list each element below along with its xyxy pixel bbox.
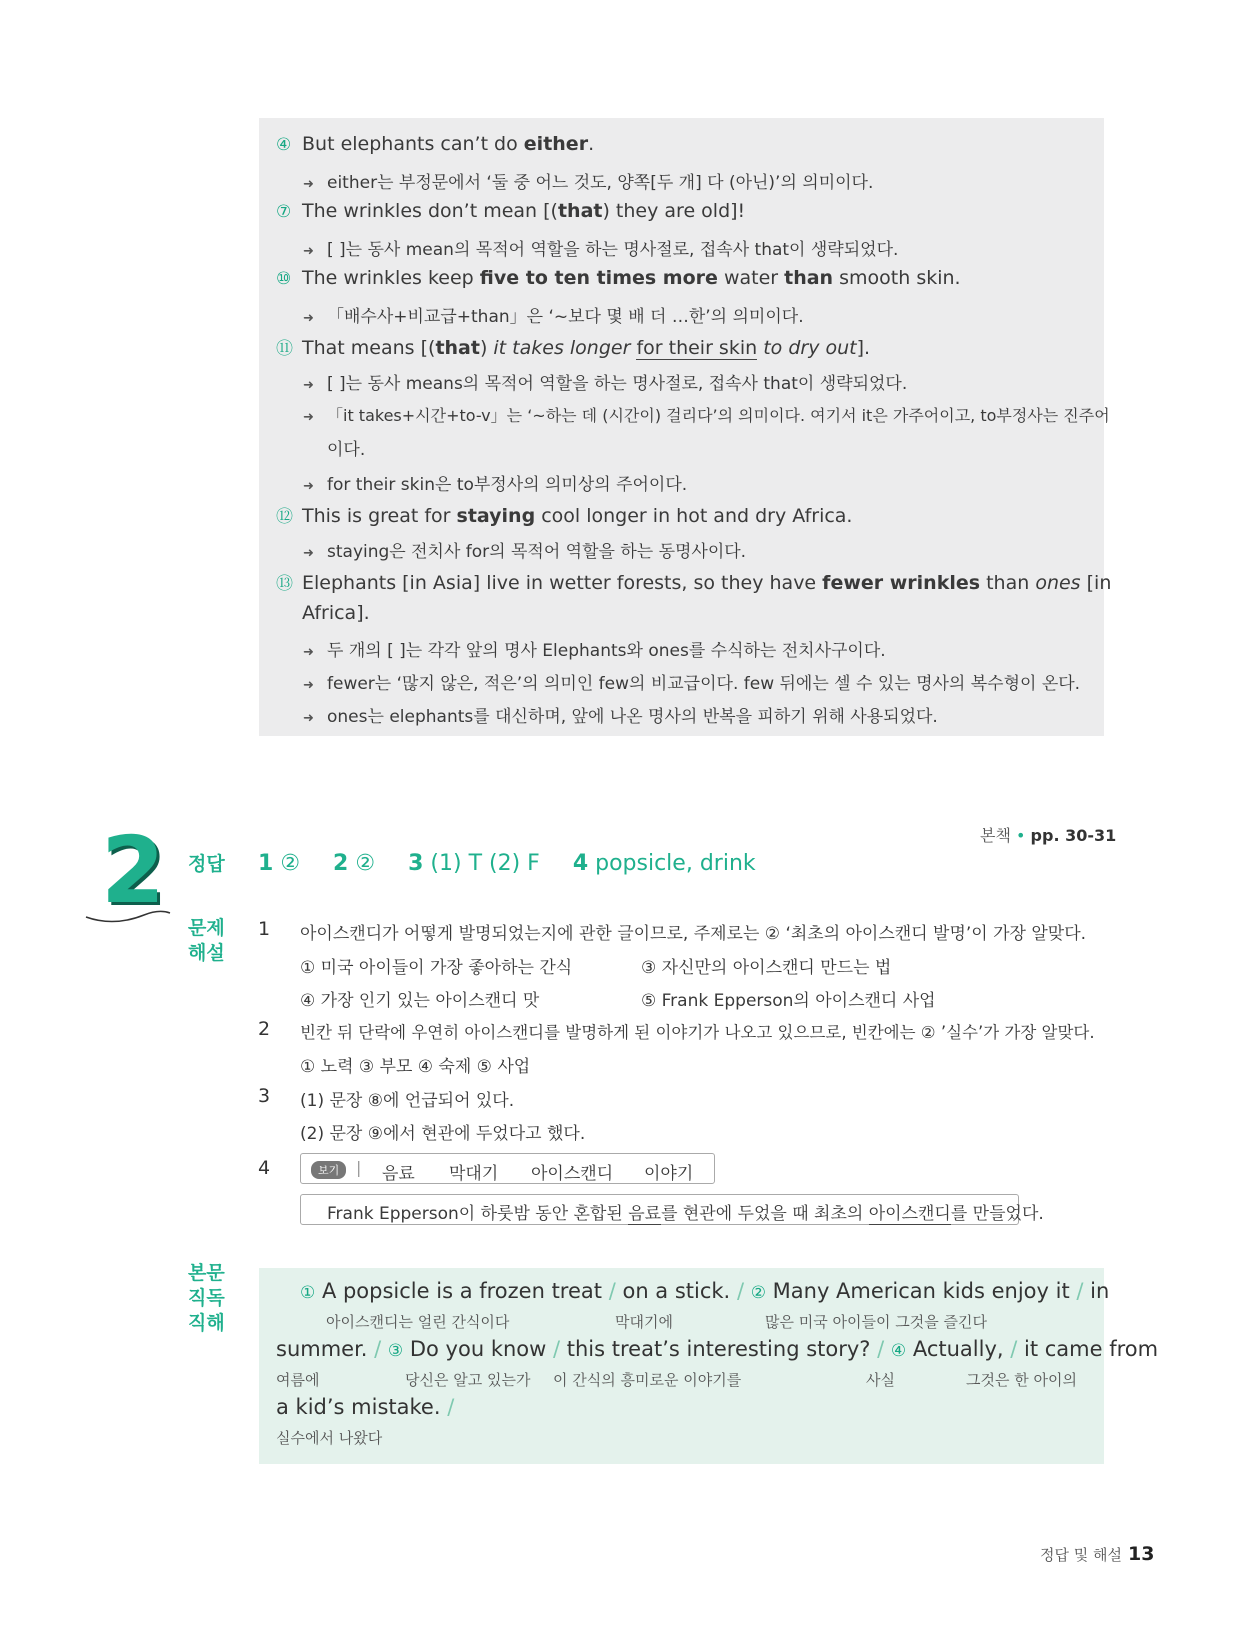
sentence-7: ⑦ The wrinkles don’t mean [(that) they are old]! — [276, 200, 746, 222]
footer-label: 정답 및 해설 — [1040, 1546, 1122, 1564]
question-2-text: 빈칸 뒤 단락에 우연히 아이스캔디를 발명하게 된 이야기가 나오고 있으므로, 빈칸에는 ② ’실수’가 가장 알맞다. — [300, 1023, 1095, 1042]
q1-option-4: ④ 가장 인기 있는 아이스캔디 맛 — [300, 991, 540, 1011]
circle-number: ⑫ — [276, 507, 293, 527]
reading-line-1: ① A popsicle is a frozen treat / on a stick. / ② Many American kids enjoy it / in — [300, 1279, 1110, 1303]
reading-ko: 여름에 — [276, 1371, 320, 1389]
reading-ko: 막대기에 — [615, 1313, 673, 1331]
circle-number: ⑩ — [276, 269, 292, 289]
answer-label: 정답 — [188, 853, 225, 875]
page-number: 13 — [1128, 1543, 1155, 1565]
bogi-tag: 보기 — [311, 1161, 346, 1179]
sentence-11: ⑪ That means [(that) it takes longer for their skin to dry out]. — [276, 334, 870, 359]
circle-number: ⑦ — [276, 202, 292, 222]
answer-4: 4 popsicle, drink — [572, 851, 756, 876]
bogi-word: 이야기 — [644, 1164, 694, 1184]
q1-option-3: ③ 자신만의 아이스캔디 만드는 법 — [641, 958, 892, 978]
answer-1: 1 ② — [258, 851, 301, 876]
question-3-number: 3 — [258, 1085, 271, 1107]
reading-ko: 그것은 한 아이의 — [966, 1371, 1077, 1389]
note-11b: ➜ 「it takes+시간+to-v」는 ‘~하는 데 (시간이) 걸리다’의 의미이다. 여기서 it은 가주어이고, to부정사는 진주어 — [303, 406, 1110, 425]
reading-line-2: summer. / ③ Do you know / this treat’s interesting story? / ④ Actually, / it came from — [276, 1337, 1159, 1361]
q2-options: ① 노력 ③ 부모 ④ 숙제 ⑤ 사업 — [300, 1057, 531, 1077]
note-12: ➜ staying은 전치사 for의 목적어 역할을 하는 동명사이다. — [303, 542, 747, 562]
book-page-ref: 본책 • pp. 30-31 — [980, 826, 1117, 845]
reading-ko: 많은 미국 아이들이 그것을 즐긴다 — [765, 1313, 987, 1331]
arrow-icon: ➜ — [303, 177, 314, 192]
sentence-4: ④ But elephants can’t do either. — [276, 133, 595, 155]
note-13c: ➜ ones는 elephants를 대신하며, 앞에 나온 명사의 반복을 피하기 위해 사용되었다. — [303, 707, 938, 727]
answer-row — [258, 851, 782, 876]
bogi-box — [300, 1153, 715, 1184]
note-13b: ➜ fewer는 ‘많지 않은, 적은’의 의미인 few의 비교급이다. few 뒤에는 셀 수 있는 명사의 복수형이 온다. — [303, 674, 1081, 694]
q1-option-1: ① 미국 아이들이 가장 좋아하는 간식 — [300, 958, 573, 978]
arrow-icon: ➜ — [303, 311, 314, 326]
section-number-swoosh — [84, 905, 174, 925]
arrow-icon: ➜ — [303, 378, 314, 393]
reading-line-3: a kid’s mistake. / — [276, 1395, 455, 1419]
bogi-word: 아이스캔디 — [531, 1164, 614, 1184]
answer-3: 3 (1) T (2) F — [408, 851, 540, 876]
note-10: ➜ 「배수사+비교급+than」은 ‘~보다 몇 배 더 …한’의 의미이다. — [303, 307, 804, 327]
sentence-13-cont: Africa]. — [302, 602, 370, 624]
reading-ko: 당신은 알고 있는가 — [405, 1371, 531, 1389]
sentence-10: ⑩ The wrinkles keep five to ten times more water than smooth skin. — [276, 267, 961, 289]
reading-ko: 아이스캔디는 얼린 간식이다 — [326, 1313, 510, 1331]
reading-label-1: 본문 — [188, 1262, 225, 1284]
sentence-12: ⑫ This is great for staying cool longer in hot and dry Africa. — [276, 502, 852, 527]
reading-label-2: 직독 — [188, 1287, 225, 1309]
note-11c: ➜ for their skin은 to부정사의 의미상의 주어이다. — [303, 475, 688, 495]
arrow-icon: ➜ — [303, 645, 314, 660]
explain-label-1: 문제 — [188, 917, 225, 939]
q1-option-5: ⑤ Frank Epperson의 아이스캔디 사업 — [641, 991, 936, 1011]
reading-ko: 이 간식의 흥미로운 이야기를 — [553, 1371, 742, 1389]
circle-number: ⑪ — [276, 339, 293, 359]
arrow-icon: ➜ — [303, 410, 314, 425]
sentence-13: ⑬ Elephants [in Asia] live in wetter forests, so they have fewer wrinkles than ones [in — [276, 569, 1111, 594]
circle-number: ④ — [276, 135, 292, 155]
page-footer — [1040, 1543, 1154, 1565]
question-3-b: (2) 문장 ⑨에서 현관에 두었다고 했다. — [300, 1124, 586, 1144]
note-4: ➜ either는 부정문에서 ‘둘 중 어느 것도, 양쪽[두 개] 다 (아닌)’의 의미이다. — [303, 173, 874, 193]
reading-ko: 실수에서 나왔다 — [276, 1429, 383, 1447]
answer-sentence-box — [300, 1194, 1044, 1225]
answer-2: 2 ② — [333, 851, 376, 876]
arrow-icon: ➜ — [303, 546, 314, 561]
note-7: ➜ [ ]는 동사 mean의 목적어 역할을 하는 명사절로, 접속사 that이 생략되었다. — [303, 240, 899, 260]
arrow-icon: ➜ — [303, 678, 314, 693]
bogi-divider: | — [356, 1158, 362, 1177]
reading-ko: 사실 — [866, 1371, 895, 1389]
arrow-icon: ➜ — [303, 711, 314, 726]
bogi-word: 막대기 — [449, 1164, 499, 1184]
arrow-icon: ➜ — [303, 244, 314, 259]
note-11b-cont: 이다. — [327, 440, 366, 460]
arrow-icon: ➜ — [303, 479, 314, 494]
question-2-number: 2 — [258, 1018, 271, 1040]
bogi-word: 음료 — [382, 1164, 415, 1184]
reading-label-3: 직해 — [188, 1312, 225, 1334]
question-3-a: (1) 문장 ⑧에 언급되어 있다. — [300, 1091, 515, 1111]
question-1-text: 아이스캔디가 어떻게 발명되었는지에 관한 글이므로, 주제로는 ② ‘최초의 아이스캔디 발명’이 가장 알맞다. — [300, 924, 1087, 944]
circle-number: ⑬ — [276, 574, 293, 594]
section-number: 2 — [100, 817, 165, 924]
note-13a: ➜ 두 개의 [ ]는 각각 앞의 명사 Elephants와 ones를 수식하는 전치사구이다. — [303, 641, 886, 661]
explain-label-2: 해설 — [188, 942, 225, 964]
answer-sentence: Frank Epperson이 하룻밤 동안 혼합된 음료를 현관에 두었을 때 최초의 아이스캔디를 만들었다. — [327, 1204, 1044, 1224]
note-11a: ➜ [ ]는 동사 means의 목적어 역할을 하는 명사절로, 접속사 that이 생략되었다. — [303, 374, 908, 394]
question-1-number: 1 — [258, 918, 271, 940]
question-4-number: 4 — [258, 1157, 271, 1179]
